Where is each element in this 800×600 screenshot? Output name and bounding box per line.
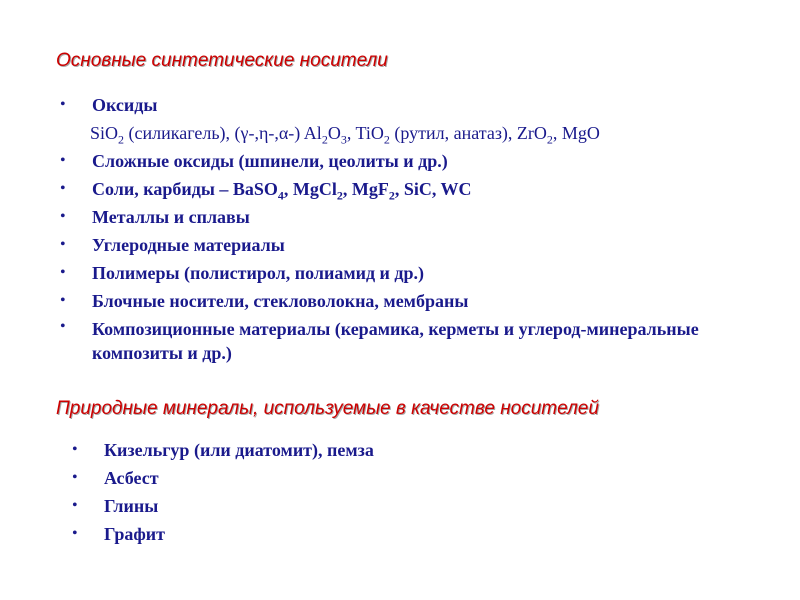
list-item-label: Глины [104,496,159,516]
list-item-label: Сложные оксиды (шпинели, цеолиты и др.) [92,151,448,171]
bullet-icon: • [60,208,66,225]
list-item-label: Блочные носители, стекловолокна, мембраны [92,291,469,311]
bullet-icon: • [60,292,66,309]
list-item-label: Углеродные материалы [92,235,285,255]
list-item-label: Оксиды [92,95,158,115]
list-item-label: Композиционные материалы (керамика, керметы и углерод-минеральные композиты и др.) [92,319,699,363]
bullet-icon: • [60,318,66,335]
list-item-label: Металлы и сплавы [92,207,250,227]
heading-natural-minerals: Природные минералы, используемые в качестве носителей [56,398,599,419]
list-item-label: Полимеры (полистирол, полиамид и др.) [92,263,425,283]
bullet-icon: • [72,525,78,542]
bullet-icon: • [72,497,78,514]
bullet-icon: • [60,264,66,281]
list-item-label: Графит [104,524,165,544]
oxides-formula-line: SiO$_2$ (силикагель), (γ-,η-,α-) $Al_2O_3$, TiO$_2$ (рутил, анатаз), ZrO$_2$, MgO [90,123,600,147]
heading-synthetic-carriers: Основные синтетические носители [56,50,388,71]
list-item-label: Соли, карбиды – BaSO$_4$, MgCl$_2$, MgF$_2$, SiC, WC [92,179,472,203]
bullet-icon: • [60,180,66,197]
bullet-icon: • [72,441,78,458]
list-item-label: Асбест [104,468,159,488]
list-item-label: Кизельгур (или диатомит), пемза [104,440,374,460]
bullet-icon: • [60,96,66,113]
bullet-icon: • [60,236,66,253]
bullet-icon: • [72,469,78,486]
bullet-icon: • [60,152,66,169]
